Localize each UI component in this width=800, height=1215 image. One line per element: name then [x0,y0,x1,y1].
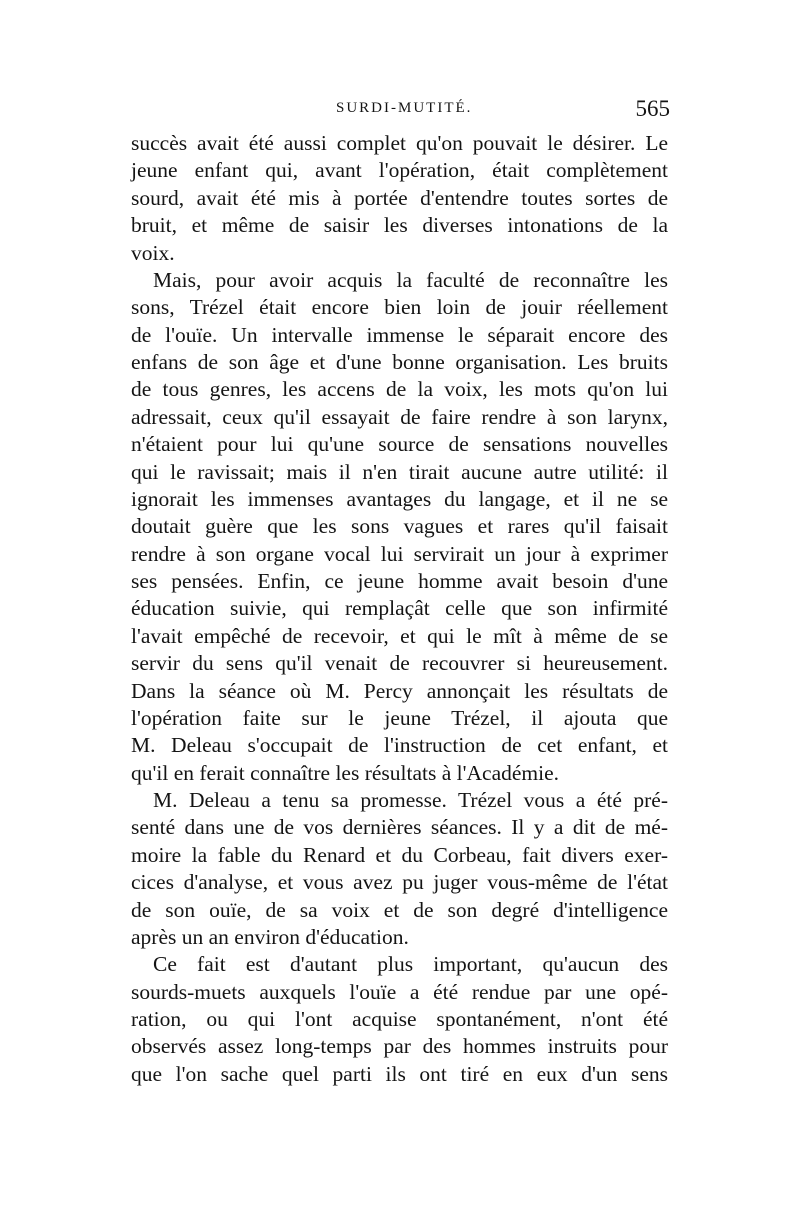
text-line: Dans la séance où M. Percy annonçait les résultats de [131,678,668,703]
text-line: l'avait empêché de recevoir, et qui le mît à même de se [131,623,668,648]
text-line: l'opération faite sur le jeune Trézel, il ajouta que [131,705,668,730]
text-line: ration, ou qui l'ont acquise spontanément, n'ont été [131,1007,668,1031]
text-line: doutait guère que les sons vagues et rares qu'il faisait [131,514,668,539]
text-line: que l'on sache quel parti ils ont tiré en eux d'un sens [131,1061,668,1086]
text-line: bruit, et même de saisir les diverses intonations de la [131,213,668,238]
text-line: enfans de son âge et d'une bonne organisation. Les bruits [131,350,668,374]
text-line: voix. [131,240,175,265]
text-line: qui le ravissait; mais il n'en tirait aucune autre utilité: il [131,459,668,484]
text-line: après un an environ d'éducation. [131,924,409,949]
text-line: sourd, avait été mis à portée d'entendre toutes sortes de [131,185,668,210]
text-line: de tous genres, les accens de la voix, les mots qu'on lui [131,377,668,402]
text-line: Mais, pour avoir acquis la faculté de reconnaître les [153,267,668,292]
text-line: observés assez long-temps par des hommes instruits pour [131,1034,668,1059]
text-line: de l'ouïe. Un intervalle immense le séparait encore des [131,322,668,347]
text-line: servir du sens qu'il venait de recouvrer si heureusement. [131,651,668,676]
page-number: 565 [635,96,670,121]
text-line: ses pensées. Enfin, ce jeune homme avait besoin d'une [131,569,668,593]
text-line: succès avait été aussi complet qu'on pouvait le désirer. Le [131,131,668,155]
text-line: sourds-muets auxquels l'ouïe a été rendue par une opé- [131,979,668,1004]
text-line: jeune enfant qui, avant l'opération, était complètement [131,158,668,183]
text-line: cices d'analyse, et vous avez pu juger vous-même de l'état [131,870,668,895]
text-line: senté dans une de vos dernières séances. Il y a dit de mé- [131,815,668,840]
text-line: sons, Trézel était encore bien loin de jouir réellement [131,295,668,320]
running-title: SURDI-MUTITÉ. [336,100,473,116]
text-line: moire la fable du Renard et du Corbeau, fait divers exer- [131,842,668,867]
page-header [130,96,670,126]
text-line: éducation suivie, qui remplaçât celle que son infirmité [131,596,668,621]
text-line: Ce fait est d'autant plus important, qu'aucun des [153,952,668,977]
body-text [131,130,668,1088]
text-line: adressait, ceux qu'il essayait de faire rendre à son larynx, [131,404,668,429]
text-line: M. Deleau a tenu sa promesse. Trézel vous a été pré- [153,788,668,812]
text-line: M. Deleau s'occupait de l'instruction de cet enfant, et [131,733,668,758]
text-line: n'étaient pour lui qu'une source de sensations nouvelles [131,432,668,457]
text-line: ignorait les immenses avantages du langage, et il ne se [131,486,668,511]
text-line: de son ouïe, de sa voix et de son degré d'intelligence [131,897,668,922]
text-line: rendre à son organe vocal lui servirait un jour à exprimer [131,541,668,566]
text-line: qu'il en ferait connaître les résultats à l'Académie. [131,760,560,785]
